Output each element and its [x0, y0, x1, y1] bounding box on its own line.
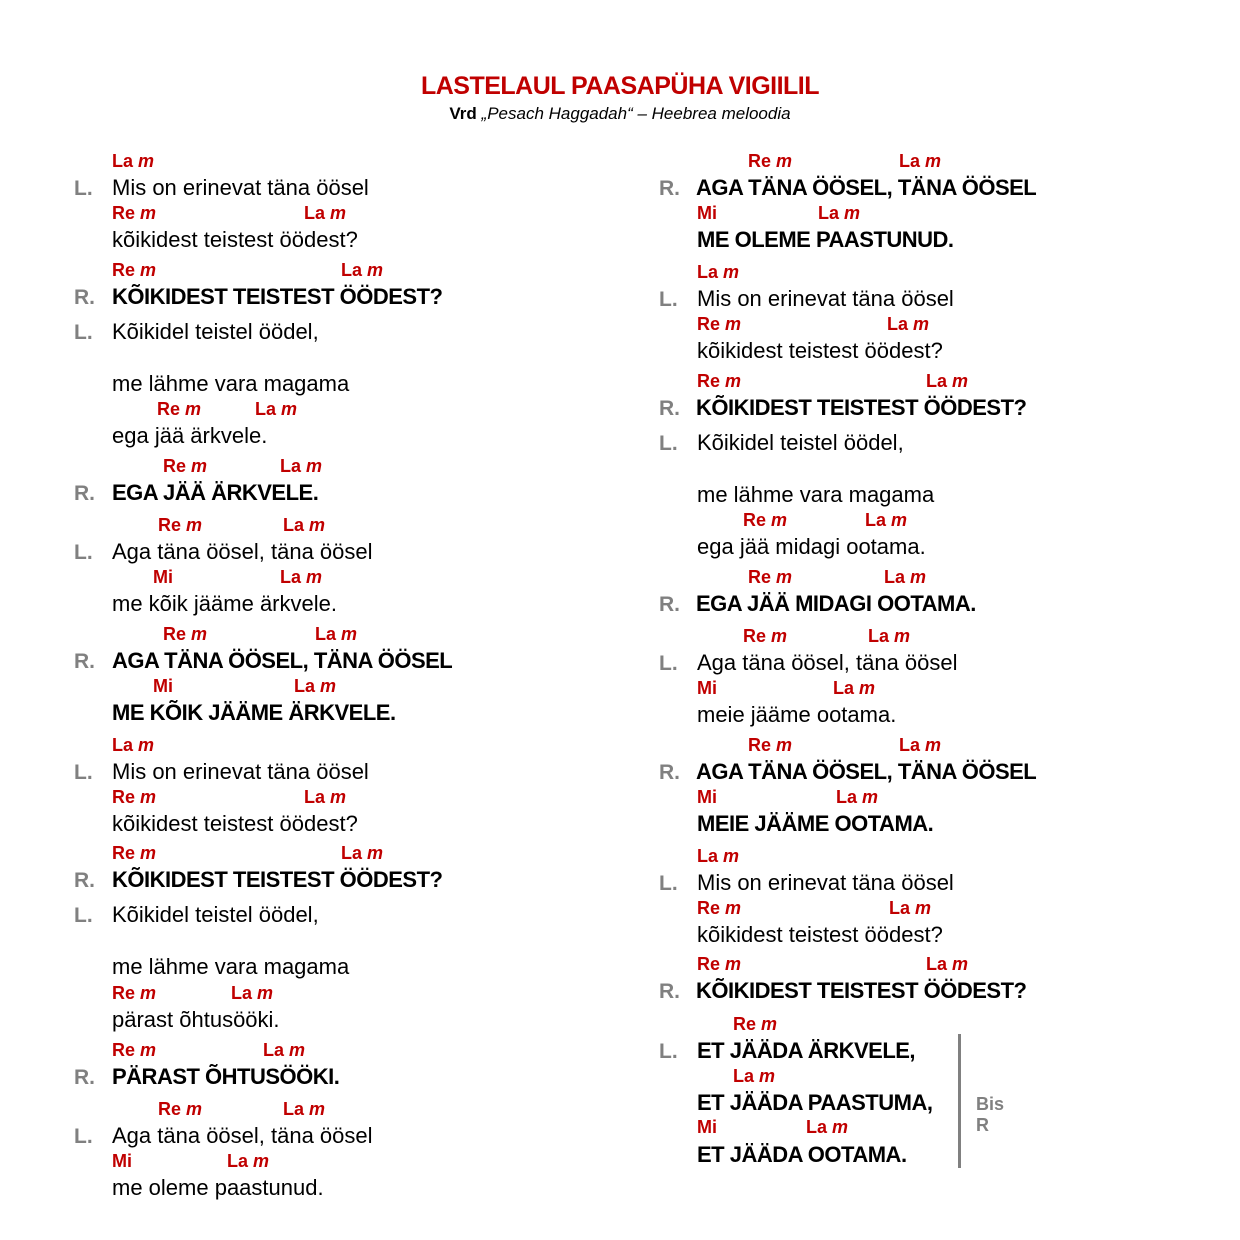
bis-label: Bis R	[976, 1094, 1005, 1135]
chord: La m	[926, 954, 969, 974]
response-line: MEIE JÄÄME OOTAMA.	[697, 811, 934, 836]
response-mark: R.	[659, 980, 680, 1003]
chord: La m	[283, 1099, 326, 1119]
response-line: EGA JÄÄ MIDAGI OOTAMA.	[696, 591, 976, 616]
chord: La m	[315, 624, 358, 644]
chord: La m	[280, 567, 323, 587]
lyric-line: me lähme vara magama	[112, 371, 350, 396]
chord: Mi	[697, 203, 717, 223]
response-mark: R.	[74, 1066, 95, 1089]
response-line: AGA TÄNA ÖÖSEL, TÄNA ÖÖSEL	[112, 648, 453, 673]
chord: La m	[280, 456, 323, 476]
chord: Re m	[112, 1040, 157, 1060]
subtitle-source: „Pesach Haggadah“ – Heebrea meloodia	[481, 104, 791, 123]
lyric-line: me kõik jääme ärkvele.	[112, 591, 337, 616]
response-line: ME OLEME PAASTUNUD.	[697, 227, 954, 252]
lyric-line: me lähme vara magama	[697, 482, 935, 507]
response-line: KÕIKIDEST TEISTEST ÖÖDEST?	[696, 395, 1027, 420]
chord: La m	[884, 567, 927, 587]
chord: La m	[697, 846, 740, 866]
chord: La m	[255, 399, 298, 419]
response-line: KÕIKIDEST TEISTEST ÖÖDEST?	[696, 978, 1027, 1003]
lyric-line: pärast õhtusööki.	[112, 1007, 280, 1032]
response-mark: R.	[74, 482, 95, 505]
leader-mark: L.	[659, 872, 678, 895]
chord: Re m	[158, 515, 203, 535]
chord: Re m	[748, 735, 793, 755]
lyric-line: Kõikidel teistel öödel,	[112, 902, 319, 927]
chord: La m	[263, 1040, 306, 1060]
lyric-line: Aga täna öösel, täna öösel	[112, 1123, 373, 1148]
leader-mark: L.	[659, 432, 678, 455]
chord: La m	[818, 203, 861, 223]
chord: Mi	[697, 787, 717, 807]
song-subtitle	[0, 104, 1240, 124]
chord: La m	[887, 314, 930, 334]
leader-mark: L.	[74, 761, 93, 784]
chord: Re m	[158, 1099, 203, 1119]
chord: Mi	[697, 1117, 717, 1137]
lyric-line: me oleme paastunud.	[112, 1175, 324, 1200]
chord: La m	[231, 983, 274, 1003]
chord: La m	[899, 735, 942, 755]
response-line: ET JÄÄDA OOTAMA.	[697, 1142, 907, 1167]
chord: La m	[833, 678, 876, 698]
chord: La m	[836, 787, 879, 807]
response-line: KÕIKIDEST TEISTEST ÖÖDEST?	[112, 284, 443, 309]
chord: Re m	[748, 567, 793, 587]
leader-mark: L.	[74, 1125, 93, 1148]
chord: La m	[899, 151, 942, 171]
chord: La m	[112, 735, 155, 755]
chord: Re m	[748, 151, 793, 171]
lyric-line: kõikidest teistest öödest?	[697, 922, 943, 947]
lyric-line: Mis on erinevat täna öösel	[697, 870, 954, 895]
song-title: LASTELAUL PAASAPÜHA VIGIILIL	[420, 72, 820, 100]
chord: Re m	[697, 371, 742, 391]
chord: Re m	[157, 399, 202, 419]
chord: Re m	[743, 626, 788, 646]
chord: La m	[341, 843, 384, 863]
lyric-line: me lähme vara magama	[112, 954, 350, 979]
lyric-line: kõikidest teistest öödest?	[112, 227, 358, 252]
response-mark: R.	[659, 397, 680, 420]
lyric-line: ega jää ärkvele.	[112, 423, 268, 448]
chord: La m	[697, 262, 740, 282]
chord: La m	[112, 151, 155, 171]
response-line: ME KÕIK JÄÄME ÄRKVELE.	[112, 700, 396, 725]
lyric-line: Mis on erinevat täna öösel	[697, 286, 954, 311]
response-line: AGA TÄNA ÖÖSEL, TÄNA ÖÖSEL	[696, 759, 1037, 784]
chord: La m	[283, 515, 326, 535]
response-line: AGA TÄNA ÖÖSEL, TÄNA ÖÖSEL	[696, 175, 1037, 200]
chord: Re m	[697, 314, 742, 334]
chord: Re m	[743, 510, 788, 530]
lyric-line: ega jää midagi ootama.	[697, 534, 926, 559]
chord: La m	[733, 1066, 776, 1086]
chord: Re m	[163, 624, 208, 644]
response-mark: R.	[74, 650, 95, 673]
chord: Re m	[112, 843, 157, 863]
chord: Mi	[153, 676, 173, 696]
chord: Mi	[112, 1151, 132, 1171]
response-mark: R.	[659, 177, 680, 200]
chord: Re m	[163, 456, 208, 476]
lyric-line: meie jääme ootama.	[697, 702, 897, 727]
response-line: PÄRAST ÕHTUSÖÖKI.	[112, 1064, 340, 1089]
lyric-line: kõikidest teistest öödest?	[697, 338, 943, 363]
chord: La m	[865, 510, 908, 530]
chord: La m	[304, 787, 347, 807]
chord: Mi	[153, 567, 173, 587]
chord: La m	[304, 203, 347, 223]
chord: Mi	[697, 678, 717, 698]
subtitle-vrd: Vrd	[449, 104, 477, 123]
chord: Re m	[112, 260, 157, 280]
lyric-line: Mis on erinevat täna öösel	[112, 759, 369, 784]
leader-mark: L.	[74, 541, 93, 564]
chord: La m	[341, 260, 384, 280]
response-mark: R.	[659, 761, 680, 784]
chord: Re m	[697, 954, 742, 974]
chord: Re m	[697, 898, 742, 918]
lyric-line: Mis on erinevat täna öösel	[112, 175, 369, 200]
lyric-line: Kõikidel teistel öödel,	[697, 430, 904, 455]
response-line: ET JÄÄDA PAASTUMA,	[697, 1090, 933, 1115]
lyric-line: Kõikidel teistel öödel,	[112, 319, 319, 344]
chord: La m	[294, 676, 337, 696]
bis-bracket	[958, 1034, 961, 1168]
response-line: EGA JÄÄ ÄRKVELE.	[112, 480, 319, 505]
response-mark: R.	[74, 286, 95, 309]
chord: La m	[806, 1117, 849, 1137]
chord: Re m	[112, 203, 157, 223]
leader-mark: L.	[659, 1040, 678, 1063]
chord: La m	[889, 898, 932, 918]
lyric-line: Aga täna öösel, täna öösel	[112, 539, 373, 564]
leader-mark: L.	[659, 288, 678, 311]
chord: La m	[868, 626, 911, 646]
lyric-line: kõikidest teistest öödest?	[112, 811, 358, 836]
leader-mark: L.	[74, 177, 93, 200]
chord: La m	[227, 1151, 270, 1171]
lyric-line: Aga täna öösel, täna öösel	[697, 650, 958, 675]
response-mark: R.	[659, 593, 680, 616]
chord: Re m	[112, 983, 157, 1003]
response-line: KÕIKIDEST TEISTEST ÖÖDEST?	[112, 867, 443, 892]
leader-mark: L.	[74, 321, 93, 344]
chord: La m	[926, 371, 969, 391]
leader-mark: L.	[74, 904, 93, 927]
leader-mark: L.	[659, 652, 678, 675]
response-line: ET JÄÄDA ÄRKVELE,	[697, 1038, 916, 1063]
response-mark: R.	[74, 869, 95, 892]
chord: Re m	[733, 1014, 778, 1034]
chord: Re m	[112, 787, 157, 807]
